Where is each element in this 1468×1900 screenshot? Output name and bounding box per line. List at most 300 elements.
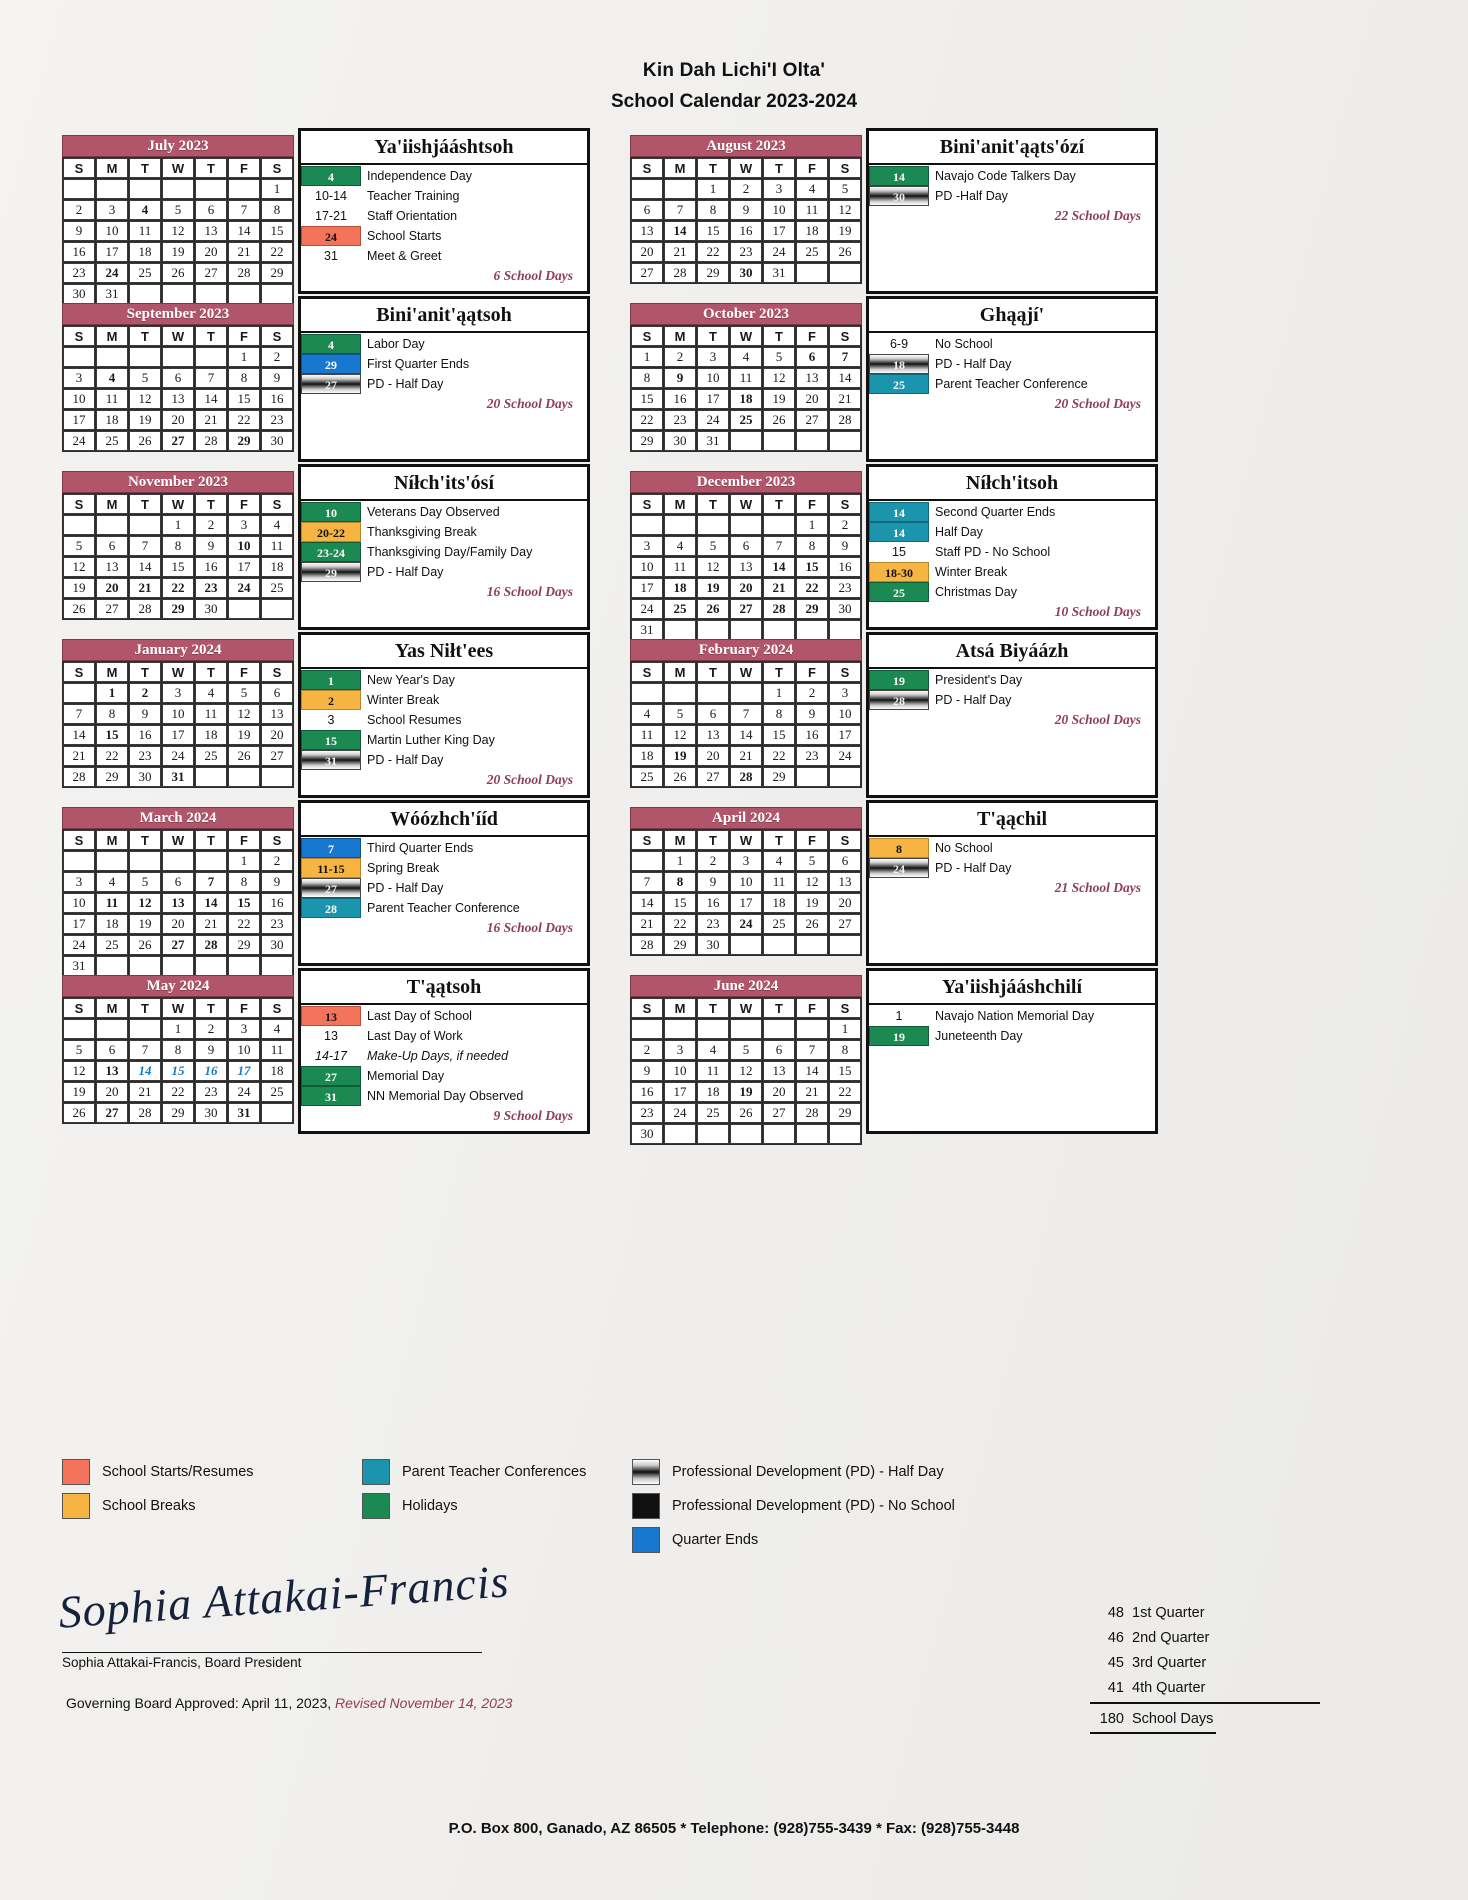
event-list <box>301 501 587 582</box>
day-cell: 20 <box>631 242 663 262</box>
weekday-header: T <box>195 998 227 1018</box>
day-cell: 17 <box>829 725 861 745</box>
month-day-grid <box>62 325 294 452</box>
event-row <box>869 1006 1155 1026</box>
day-cell: 2 <box>796 683 828 703</box>
event-date-chip: 17-21 <box>315 209 347 223</box>
day-cell: 17 <box>96 242 128 262</box>
school-days-count: 9 School Days <box>493 1108 573 1123</box>
day-cell: 8 <box>162 536 194 556</box>
event-row <box>869 838 1155 858</box>
event-label: PD - Half Day <box>935 861 1012 875</box>
event-row <box>869 858 1155 878</box>
school-name: Kin Dah Lichi'I Olta' <box>642 60 826 81</box>
day-cell: 21 <box>763 578 795 598</box>
navajo-month-name: Ghąąjí' <box>869 299 1155 333</box>
day-cell: 24 <box>162 746 194 766</box>
weekday-header: T <box>763 662 795 682</box>
event-date-chip: 30 <box>869 186 929 206</box>
day-cell: 15 <box>829 1061 861 1081</box>
event-date-chip: 27 <box>301 1066 361 1086</box>
day-cell: 9 <box>63 221 95 241</box>
event-label: Veterans Day Observed <box>367 505 500 519</box>
day-cell: 7 <box>195 872 227 892</box>
month-block <box>630 632 1160 800</box>
weekday-header: M <box>96 158 128 178</box>
event-label: School Resumes <box>367 713 462 727</box>
weekday-header: S <box>631 662 663 682</box>
day-cell: 5 <box>129 368 161 388</box>
day-cell: 7 <box>763 536 795 556</box>
weekday-header: W <box>730 662 762 682</box>
trailing-cell <box>730 935 762 955</box>
weekday-header: M <box>664 662 696 682</box>
day-cell: 14 <box>829 368 861 388</box>
quarter-total-row <box>1090 1600 1320 1625</box>
day-cell: 22 <box>228 914 260 934</box>
day-cell: 1 <box>261 179 293 199</box>
weekday-header: S <box>829 998 861 1018</box>
empty-cell <box>96 347 128 367</box>
event-row <box>869 1026 1155 1046</box>
empty-cell <box>63 683 95 703</box>
month-title: January 2024 <box>62 639 294 661</box>
day-cell: 17 <box>730 893 762 913</box>
event-date-chip: 13 <box>301 1006 361 1026</box>
day-cell: 10 <box>664 1061 696 1081</box>
event-date-chip: 11-15 <box>301 858 361 878</box>
event-date-chip: 1 <box>895 1009 903 1023</box>
day-cell: 19 <box>63 1082 95 1102</box>
event-date-chip: 29 <box>301 562 361 582</box>
day-cell: 28 <box>763 599 795 619</box>
empty-cell <box>96 851 128 871</box>
day-cell: 3 <box>63 368 95 388</box>
day-cell: 23 <box>195 578 227 598</box>
day-cell: 30 <box>63 284 95 304</box>
trailing-cell <box>829 431 861 451</box>
weekday-header: F <box>796 998 828 1018</box>
day-cell: 10 <box>730 872 762 892</box>
day-cell: 30 <box>631 1124 663 1144</box>
weekday-header: M <box>664 158 696 178</box>
event-label: PD - Half Day <box>367 565 444 579</box>
day-cell: 6 <box>195 200 227 220</box>
event-date-chip: 3 <box>327 713 335 727</box>
day-cell: 25 <box>261 578 293 598</box>
day-cell: 31 <box>697 431 729 451</box>
empty-cell <box>195 179 227 199</box>
month-title: April 2024 <box>630 807 862 829</box>
trailing-cell <box>730 1124 762 1144</box>
event-list <box>301 333 587 394</box>
day-cell: 26 <box>829 242 861 262</box>
day-cell: 17 <box>63 914 95 934</box>
day-cell: 12 <box>63 557 95 577</box>
weekday-header: M <box>96 326 128 346</box>
day-cell: 18 <box>796 221 828 241</box>
day-cell: 19 <box>796 893 828 913</box>
day-cell: 18 <box>631 746 663 766</box>
day-cell: 11 <box>697 1061 729 1081</box>
legend-swatch-ptc <box>362 1459 390 1485</box>
day-cell: 26 <box>129 935 161 955</box>
event-date-chip: 14 <box>869 522 929 542</box>
event-row <box>301 878 587 898</box>
day-cell: 11 <box>763 872 795 892</box>
event-date-chip: 10 <box>301 502 361 522</box>
day-cell: 28 <box>796 1103 828 1123</box>
event-date-chip: 31 <box>324 249 338 263</box>
event-date-chip: 13 <box>324 1029 338 1043</box>
day-cell: 3 <box>631 536 663 556</box>
day-cell: 9 <box>195 1040 227 1060</box>
day-cell: 13 <box>195 221 227 241</box>
empty-cell <box>228 179 260 199</box>
day-cell: 1 <box>228 347 260 367</box>
weekday-header: T <box>195 158 227 178</box>
event-list <box>869 669 1155 710</box>
legend-row <box>632 1455 955 1489</box>
weekday-header: F <box>228 998 260 1018</box>
day-cell: 25 <box>129 263 161 283</box>
day-cell: 8 <box>96 704 128 724</box>
day-cell: 14 <box>195 389 227 409</box>
day-cell: 22 <box>664 914 696 934</box>
weekday-header: W <box>162 830 194 850</box>
navajo-month-name: T'ąąchil <box>869 803 1155 837</box>
legend-label: Professional Development (PD) - No School <box>672 1498 955 1514</box>
event-row <box>301 186 587 206</box>
day-cell: 2 <box>63 200 95 220</box>
weekday-header: S <box>829 326 861 346</box>
day-cell: 11 <box>664 557 696 577</box>
navajo-month-name: Atsá Biyáázh <box>869 635 1155 669</box>
weekday-header: S <box>261 158 293 178</box>
event-label: New Year's Day <box>367 673 455 687</box>
empty-cell <box>664 515 696 535</box>
month-info-panel <box>866 296 1158 462</box>
empty-cell <box>730 1019 762 1039</box>
day-cell: 27 <box>195 263 227 283</box>
day-cell: 25 <box>631 767 663 787</box>
day-cell: 13 <box>261 704 293 724</box>
day-cell: 3 <box>664 1040 696 1060</box>
day-cell: 20 <box>796 389 828 409</box>
event-row <box>301 354 587 374</box>
month-title: December 2023 <box>630 471 862 493</box>
weekday-header: S <box>631 326 663 346</box>
day-cell: 24 <box>96 263 128 283</box>
months-grid <box>62 128 1152 1141</box>
day-cell: 3 <box>63 872 95 892</box>
day-cell: 28 <box>195 431 227 451</box>
day-cell: 27 <box>631 263 663 283</box>
weekday-header: T <box>763 830 795 850</box>
event-date-chip: 4 <box>301 334 361 354</box>
day-cell: 19 <box>664 746 696 766</box>
day-cell: 6 <box>162 872 194 892</box>
empty-cell <box>763 515 795 535</box>
event-label: Christmas Day <box>935 585 1017 599</box>
event-date-chip: 10-14 <box>315 189 347 203</box>
day-cell: 16 <box>195 557 227 577</box>
day-cell: 7 <box>829 347 861 367</box>
day-cell: 15 <box>664 893 696 913</box>
trailing-cell <box>829 1124 861 1144</box>
event-label: PD - Half Day <box>935 693 1012 707</box>
empty-cell <box>129 851 161 871</box>
day-cell: 18 <box>763 893 795 913</box>
day-cell: 14 <box>763 557 795 577</box>
quarter-total-number: 45 <box>1107 1654 1124 1671</box>
navajo-month-name: Bini'anit'ąąts'ózí <box>869 131 1155 165</box>
month-day-grid <box>630 493 862 641</box>
day-cell: 17 <box>664 1082 696 1102</box>
weekday-header: W <box>162 494 194 514</box>
event-row <box>301 502 587 522</box>
day-cell: 17 <box>228 1061 260 1081</box>
day-cell: 8 <box>162 1040 194 1060</box>
day-cell: 20 <box>730 578 762 598</box>
event-row <box>869 502 1155 522</box>
day-cell: 28 <box>63 767 95 787</box>
event-date-chip: 28 <box>301 898 361 918</box>
day-cell: 4 <box>763 851 795 871</box>
day-cell: 31 <box>631 620 663 640</box>
empty-cell <box>96 1019 128 1039</box>
day-cell: 11 <box>261 1040 293 1060</box>
weekday-header: S <box>829 662 861 682</box>
day-cell: 10 <box>228 536 260 556</box>
event-row <box>301 858 587 878</box>
weekday-header: T <box>697 494 729 514</box>
day-cell: 20 <box>162 410 194 430</box>
event-date-chip: 25 <box>869 582 929 602</box>
month-calendar <box>630 807 862 956</box>
day-cell: 13 <box>697 725 729 745</box>
day-cell: 6 <box>162 368 194 388</box>
event-label: Winter Break <box>935 565 1008 579</box>
empty-cell <box>697 1019 729 1039</box>
event-list <box>869 165 1155 206</box>
day-cell: 23 <box>261 410 293 430</box>
day-cell: 11 <box>96 389 128 409</box>
weekday-header: M <box>96 998 128 1018</box>
month-calendar <box>62 471 294 620</box>
day-cell: 25 <box>763 914 795 934</box>
empty-cell <box>730 683 762 703</box>
day-cell: 18 <box>195 725 227 745</box>
empty-cell <box>631 1019 663 1039</box>
day-cell: 29 <box>829 1103 861 1123</box>
day-cell: 19 <box>162 242 194 262</box>
quarter-total-row <box>1090 1625 1320 1650</box>
trailing-cell <box>195 767 227 787</box>
day-cell: 14 <box>129 1061 161 1081</box>
month-info-panel <box>866 800 1158 966</box>
day-cell: 31 <box>763 263 795 283</box>
quarter-total-label: School Days <box>1132 1710 1214 1727</box>
day-cell: 24 <box>228 1082 260 1102</box>
day-cell: 16 <box>129 725 161 745</box>
navajo-month-name: Níłch'its'ósí <box>301 467 587 501</box>
weekday-header: F <box>796 494 828 514</box>
weekday-header: M <box>664 326 696 346</box>
day-cell: 23 <box>63 263 95 283</box>
trailing-cell <box>829 263 861 283</box>
day-cell: 9 <box>697 872 729 892</box>
weekday-header: T <box>195 326 227 346</box>
day-cell: 20 <box>697 746 729 766</box>
day-cell: 10 <box>63 893 95 913</box>
event-date-chip: 7 <box>301 838 361 858</box>
empty-cell <box>162 347 194 367</box>
event-label: Labor Day <box>367 337 425 351</box>
weekday-header: M <box>664 830 696 850</box>
day-cell: 9 <box>664 368 696 388</box>
day-cell: 12 <box>763 368 795 388</box>
month-block <box>630 464 1160 637</box>
month-title: October 2023 <box>630 303 862 325</box>
event-row <box>301 750 587 770</box>
weekday-header: T <box>195 494 227 514</box>
day-cell: 4 <box>697 1040 729 1060</box>
event-list <box>869 501 1155 602</box>
event-date-chip: 31 <box>301 750 361 770</box>
day-cell: 23 <box>631 1103 663 1123</box>
weekday-header: W <box>162 326 194 346</box>
day-cell: 14 <box>228 221 260 241</box>
day-cell: 26 <box>63 1103 95 1123</box>
day-cell: 17 <box>228 557 260 577</box>
event-date-chip: 14-17 <box>315 1049 347 1063</box>
day-cell: 12 <box>162 221 194 241</box>
trailing-cell <box>730 431 762 451</box>
day-cell: 21 <box>664 242 696 262</box>
day-cell: 6 <box>796 347 828 367</box>
day-cell: 12 <box>664 725 696 745</box>
month-calendar <box>62 639 294 788</box>
totals-double-rule <box>1090 1732 1216 1734</box>
school-days-count: 21 School Days <box>1054 880 1141 895</box>
quarter-total-row <box>1090 1702 1320 1731</box>
empty-cell <box>129 347 161 367</box>
day-cell: 29 <box>796 599 828 619</box>
day-cell: 23 <box>829 578 861 598</box>
empty-cell <box>730 515 762 535</box>
event-date-chip: 19 <box>869 670 929 690</box>
day-cell: 30 <box>195 1103 227 1123</box>
day-cell: 21 <box>631 914 663 934</box>
legend-row <box>62 1489 254 1523</box>
event-row <box>301 838 587 858</box>
day-cell: 9 <box>796 704 828 724</box>
legend-label: Parent Teacher Conferences <box>402 1464 587 1480</box>
day-cell: 28 <box>664 263 696 283</box>
quarter-total-number: 180 <box>1099 1710 1124 1727</box>
day-cell: 5 <box>664 704 696 724</box>
day-cell: 19 <box>63 578 95 598</box>
event-label: Thanksgiving Break <box>367 525 477 539</box>
day-cell: 19 <box>129 410 161 430</box>
day-cell: 9 <box>730 200 762 220</box>
day-cell: 22 <box>261 242 293 262</box>
day-cell: 3 <box>730 851 762 871</box>
weekday-header: T <box>763 158 795 178</box>
legend-swatch-start <box>62 1459 90 1485</box>
empty-cell <box>129 515 161 535</box>
day-cell: 8 <box>228 872 260 892</box>
school-days-count: 20 School Days <box>1054 396 1141 411</box>
day-cell: 2 <box>261 347 293 367</box>
event-label: President's Day <box>935 673 1023 687</box>
day-cell: 29 <box>228 935 260 955</box>
day-cell: 27 <box>796 410 828 430</box>
day-cell: 6 <box>730 536 762 556</box>
event-label: Third Quarter Ends <box>367 841 474 855</box>
event-row <box>301 522 587 542</box>
day-cell: 27 <box>96 599 128 619</box>
day-cell: 13 <box>162 893 194 913</box>
day-cell: 18 <box>730 389 762 409</box>
legend-swatch-brk <box>62 1493 90 1519</box>
trailing-cell <box>796 263 828 283</box>
weekday-header: S <box>631 158 663 178</box>
day-cell: 22 <box>96 746 128 766</box>
day-cell: 20 <box>96 1082 128 1102</box>
empty-cell <box>664 179 696 199</box>
event-date-chip: 15 <box>892 545 906 559</box>
day-cell: 2 <box>195 1019 227 1039</box>
weekday-header: T <box>697 662 729 682</box>
event-row <box>301 670 587 690</box>
day-cell: 24 <box>631 599 663 619</box>
day-cell: 17 <box>63 410 95 430</box>
day-cell: 31 <box>228 1103 260 1123</box>
day-cell: 15 <box>631 389 663 409</box>
day-cell: 30 <box>261 935 293 955</box>
day-cell: 13 <box>96 557 128 577</box>
day-cell: 17 <box>697 389 729 409</box>
event-date-chip: 18-30 <box>869 562 929 582</box>
month-day-grid <box>630 829 862 956</box>
day-cell: 3 <box>697 347 729 367</box>
day-cell: 24 <box>829 746 861 766</box>
event-date-chip: 8 <box>869 838 929 858</box>
month-info-panel <box>298 968 590 1134</box>
day-cell: 8 <box>697 200 729 220</box>
weekday-header: W <box>730 998 762 1018</box>
legend-row <box>362 1489 586 1523</box>
day-cell: 7 <box>730 704 762 724</box>
day-cell: 28 <box>228 263 260 283</box>
day-cell: 5 <box>730 1040 762 1060</box>
month-day-grid <box>630 661 862 788</box>
event-label: Half Day <box>935 525 983 539</box>
weekday-header: F <box>228 494 260 514</box>
month-info-panel <box>866 128 1158 294</box>
legend-swatch-hol <box>362 1493 390 1519</box>
event-date-chip: 24 <box>869 858 929 878</box>
day-cell: 26 <box>730 1103 762 1123</box>
navajo-month-name: Wóózhch'ííd <box>301 803 587 837</box>
weekday-header: T <box>129 158 161 178</box>
day-cell: 10 <box>631 557 663 577</box>
event-list <box>869 333 1155 394</box>
day-cell: 24 <box>228 578 260 598</box>
day-cell: 17 <box>631 578 663 598</box>
